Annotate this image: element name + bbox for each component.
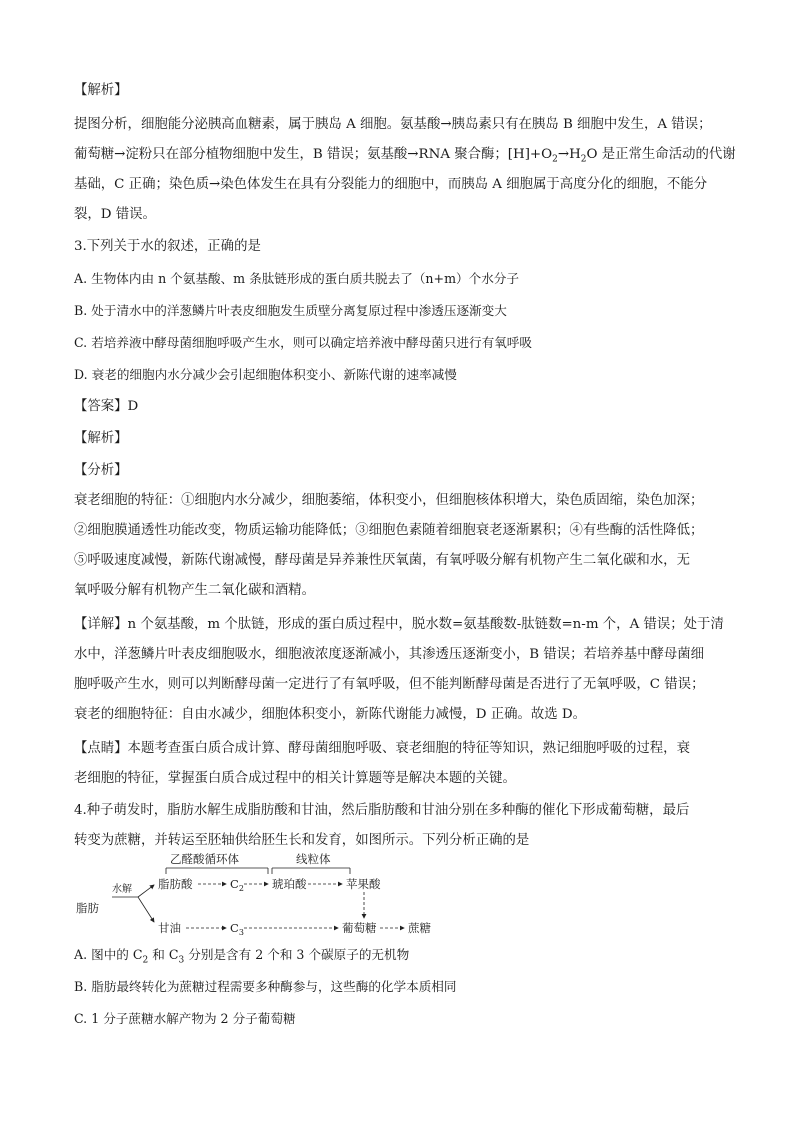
q2-analysis-line-1: 提图分析，细胞能分泌胰高血糖素，属于胰岛 A 细胞。氨基酸→胰岛素只有在胰岛 B 细胞中发生，A 错误； — [74, 117, 712, 132]
q3-dianjing-line-1: 【点睛】本题考查蛋白质合成计算、酵母菌细胞呼吸、衰老细胞的特征等知识，熟记细胞呼吸的过程，衰 — [74, 741, 690, 756]
q3-option-b: B. 处于清水中的洋葱鳞片叶表皮细胞发生质壁分离复原过程中渗透压逐渐变大 — [74, 303, 507, 318]
label-glyoxylate-cycle: 乙醛酸循环体 — [170, 852, 239, 866]
arrow-to-fatty-acid — [138, 885, 154, 897]
q3-xiangjie-line-2: 水中，洋葱鳞片叶表皮细胞吸水，细胞液浓度逐渐减小，其渗透压逐渐变小，B 错误；若培养基中酵母菌细 — [74, 647, 705, 662]
label-mitochondria: 线粒体 — [296, 852, 331, 866]
arrow-to-glycerol — [138, 897, 154, 922]
q3-fenxi-line-1: 衰老细胞的特征：①细胞内水分减少，细胞萎缩，体积变小，但细胞核体积增大，染色质固缩，染色加深； — [74, 493, 704, 508]
node-c3: $C_3$ — [230, 921, 244, 937]
analysis-header: 【解析】 — [74, 83, 128, 98]
q4-stem-line-2: 转变为蔗糖，并转运至胚轴供给胚生长和发育，如图所示。下列分析正确的是 — [74, 833, 530, 848]
q4-stem-line-1: 4.种子萌发时，脂肪水解生成脂肪酸和甘油，然后脂肪酸和甘油分别在多种酶的催化下形成葡萄糖，最后 — [74, 803, 690, 818]
q3-fenxi-line-2: ②细胞膜通透性功能改变，物质运输功能降低；③细胞色素随着细胞衰老逐渐累积；④有些酶的活性降低； — [74, 523, 704, 538]
node-succinic: 琥珀酸 — [272, 877, 307, 891]
q4-option-b: B. 脂肪最终转化为蔗糖过程需要多种酶参与，这些酶的化学本质相同 — [74, 979, 457, 994]
q3-xiangjie-line-1: 【详解】n 个氨基酸，m 个肽链，形成的蛋白质过程中，脱水数=氨基酸数-肽链数=n-m 个，A 错误；处于清 — [74, 617, 724, 632]
q3-xiangjie-line-4: 衰老的细胞特征：自由水减少，细胞体积变小，新陈代谢能力减慢，D 正确。故选 D。 — [74, 707, 587, 722]
node-glucose: 葡萄糖 — [342, 921, 377, 935]
q2-analysis-line-3: 基础，C 正确；染色质→染色体发生在具有分裂能力的细胞中，而胰岛 A 细胞属于高度分化的细胞，不能分 — [74, 177, 708, 192]
q2-analysis-line-2: 葡萄糖→淀粉只在部分植物细胞中发生，B 错误；氨基酸→RNA 聚合酶；$[H]+O_2\to H_2O$ 是正常生命活动的代谢 — [74, 147, 736, 165]
q3-fenxi-header: 【分析】 — [74, 463, 128, 478]
q3-option-a: A. 生物体内由 n 个氨基酸、m 条肽链形成的蛋白质共脱去了（n+m）个水分子 — [74, 271, 519, 286]
q3-analysis-header: 【解析】 — [74, 431, 128, 446]
q4-option-a: A. 图中的 $C_2$ 和 $C_3$ 分别是含有 2 个和 3 个碳原子的无机物 — [74, 947, 410, 966]
q3-option-d: D. 衰老的细胞内水分减少会引起细胞体积变小、新陈代谢的速率减慢 — [74, 367, 457, 382]
node-fat: 脂肪 — [76, 901, 99, 915]
node-malic: 苹果酸 — [346, 877, 381, 891]
node-sucrose: 蔗糖 — [408, 921, 431, 935]
q3-option-c: C. 若培养液中酵母菌细胞呼吸产生水，则可以确定培养液中酵母菌只进行有氧呼吸 — [74, 335, 532, 350]
q3-answer: 【答案】D — [74, 399, 139, 414]
node-c2: $C_2$ — [230, 877, 244, 893]
q3-dianjing-line-2: 老细胞的特征，掌握蛋白质合成过程中的相关计算题等是解决本题的关键。 — [74, 771, 516, 786]
fat-conversion-diagram — [74, 850, 454, 945]
q3-fenxi-line-3: ⑤呼吸速度减慢，新陈代谢减慢，酵母菌是异养兼性厌氧菌，有氧呼吸分解有机物产生二氧化碳和水，无 — [74, 553, 690, 568]
q2-analysis-line-4: 裂，D 错误。 — [74, 207, 156, 222]
q3-xiangjie-line-3: 胞呼吸产生水，则可以判断酵母菌一定进行了有氧呼吸，但不能判断酵母菌是否进行了无氧呼吸，C 错误； — [74, 677, 705, 692]
q4-option-c: C. 1 分子蔗糖水解产物为 2 分子葡萄糖 — [74, 1011, 296, 1026]
label-hydrolysis: 水解 — [112, 884, 132, 895]
glyoxylate-bracket — [166, 868, 268, 874]
q3-fenxi-line-4: 氧呼吸分解有机物产生二氧化碳和酒精。 — [74, 583, 316, 598]
q3-stem: 3.下列关于水的叙述，正确的是 — [74, 239, 261, 254]
mitochondria-bracket — [272, 868, 350, 874]
node-glycerol: 甘油 — [158, 921, 181, 935]
node-fatty-acid: 脂肪酸 — [158, 877, 193, 891]
